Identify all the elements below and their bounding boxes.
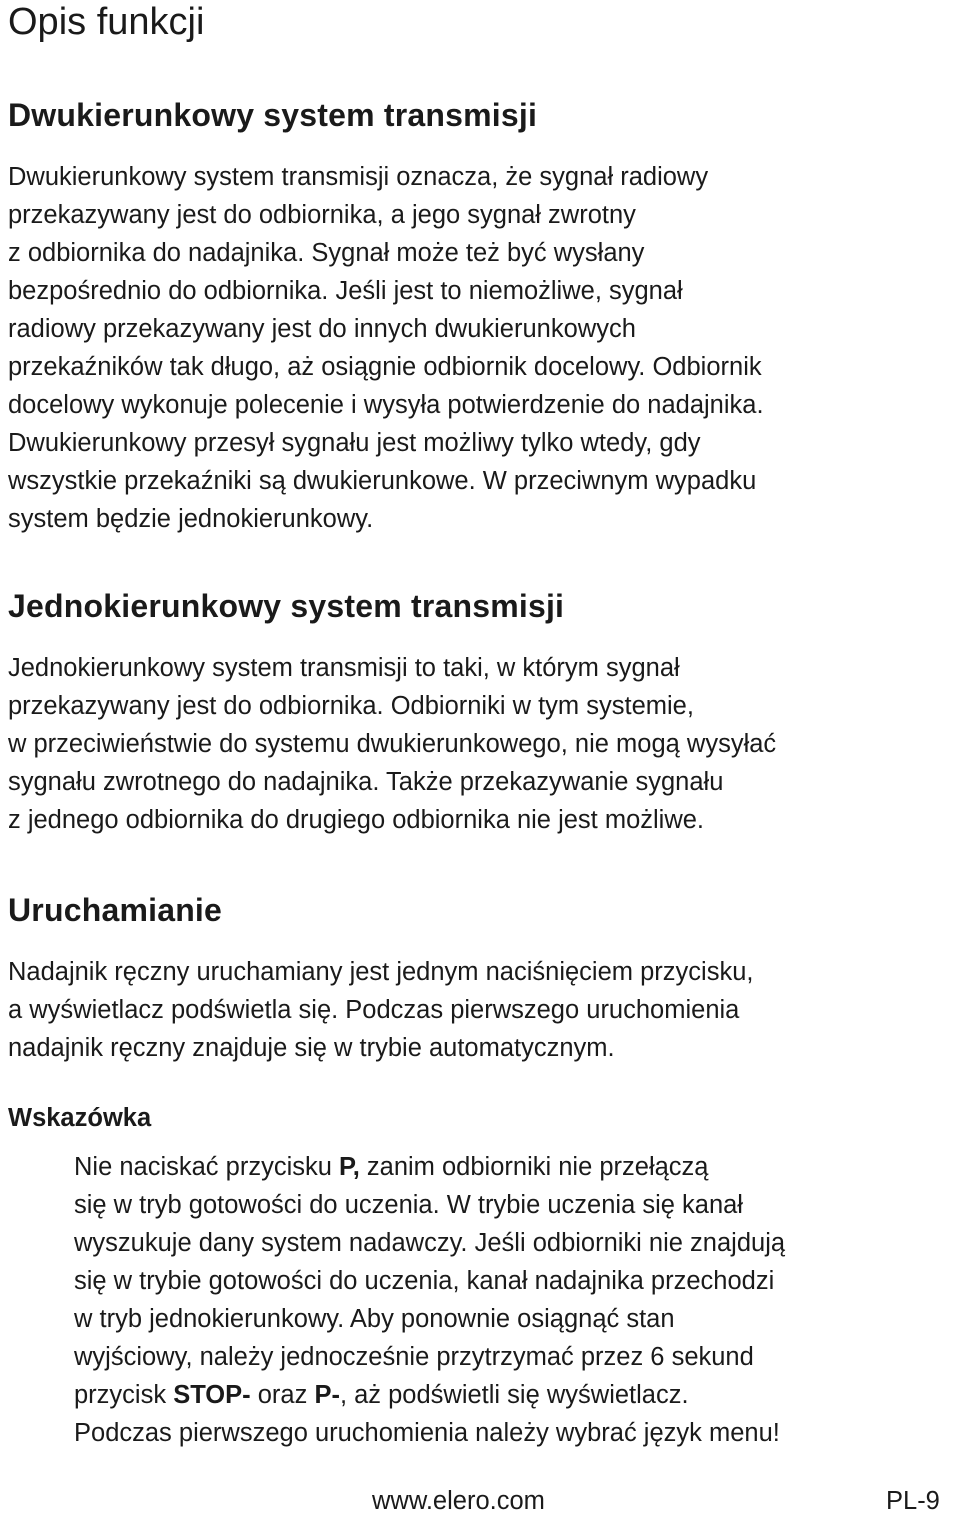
text-line: wszystkie przekaźniki są dwukierunkowe. W przeciwnym wypadku — [8, 467, 757, 495]
hint-text: , aż podświetli się wyświetlacz. — [339, 1381, 689, 1409]
hint-line: się w tryb gotowości do uczenia. W trybie uczenia się kanał — [74, 1191, 743, 1219]
text-line: Dwukierunkowy system transmisji oznacza, że sygnał radiowy — [8, 163, 709, 191]
text-line: w przeciwieństwie do systemu dwukierunkowego, nie mogą wysyłać — [8, 730, 777, 758]
footer-url: www.elero.com — [372, 1487, 545, 1515]
key-label-p: P, — [339, 1153, 360, 1181]
text-line: przekazywany jest do odbiornika, a jego sygnał zwrotny — [8, 201, 636, 229]
hint-body — [74, 1148, 954, 1452]
key-label-p-minus: P- — [314, 1381, 340, 1409]
paragraph-unidirectional — [8, 649, 956, 839]
text-line: przekaźników tak długo, aż osiągnie odbiornik docelowy. Odbiornik — [8, 353, 762, 381]
paragraph-startup — [8, 953, 956, 1067]
text-line: Jednokierunkowy system transmisji to taki, w którym sygnał — [8, 654, 680, 682]
hint-text: zanim odbiorniki nie przełączą — [359, 1153, 709, 1181]
hint-line: w tryb jednokierunkowy. Aby ponownie osiągnąć stan — [74, 1305, 675, 1333]
text-line: Nadajnik ręczny uruchamiany jest jednym naciśnięciem przycisku, — [8, 958, 754, 986]
page-title: Opis funkcji — [8, 1, 205, 43]
text-line: system będzie jednokierunkowy. — [8, 505, 374, 533]
hint-line: wyszukuje dany system nadawczy. Jeśli odbiorniki nie znajdują — [74, 1229, 786, 1257]
paragraph-bidirectional — [8, 158, 956, 538]
text-line: nadajnik ręczny znajduje się w trybie automatycznym. — [8, 1034, 615, 1062]
text-line: z odbiornika do nadajnika. Sygnał może też być wysłany — [8, 239, 645, 267]
heading-startup: Uruchamianie — [8, 892, 223, 928]
text-line: przekazywany jest do odbiornika. Odbiorniki w tym systemie, — [8, 692, 694, 720]
text-line: radiowy przekazywany jest do innych dwukierunkowych — [8, 315, 636, 343]
hint-line: wyjściowy, należy jednocześnie przytrzymać przez 6 sekund — [74, 1343, 754, 1371]
hint-text: oraz — [250, 1381, 315, 1409]
heading-unidirectional: Jednokierunkowy system transmisji — [8, 588, 565, 624]
page-number: PL-9 — [886, 1487, 940, 1515]
text-line: Dwukierunkowy przesył sygnału jest możliwy tylko wtedy, gdy — [8, 429, 701, 457]
hint-line — [74, 1376, 954, 1414]
text-line: bezpośrednio do odbiornika. Jeśli jest to niemożliwe, sygnał — [8, 277, 683, 305]
text-line: z jednego odbiornika do drugiego odbiornika nie jest możliwe. — [8, 806, 705, 834]
hint-heading: Wskazówka — [8, 1104, 152, 1132]
heading-bidirectional: Dwukierunkowy system transmisji — [8, 97, 538, 133]
hint-text: przycisk — [74, 1381, 174, 1409]
text-line: sygnału zwrotnego do nadajnika. Także przekazywanie sygnału — [8, 768, 724, 796]
hint-line: się w trybie gotowości do uczenia, kanał nadajnika przechodzi — [74, 1267, 775, 1295]
hint-line: Podczas pierwszego uruchomienia należy wybrać język menu! — [74, 1419, 780, 1447]
hint-text: Nie naciskać przycisku — [74, 1153, 339, 1181]
text-line: a wyświetlacz podświetla się. Podczas pierwszego uruchomienia — [8, 996, 740, 1024]
key-label-stop: STOP- — [173, 1381, 251, 1409]
hint-line — [74, 1148, 954, 1186]
text-line: docelowy wykonuje polecenie i wysyła potwierdzenie do nadajnika. — [8, 391, 764, 419]
